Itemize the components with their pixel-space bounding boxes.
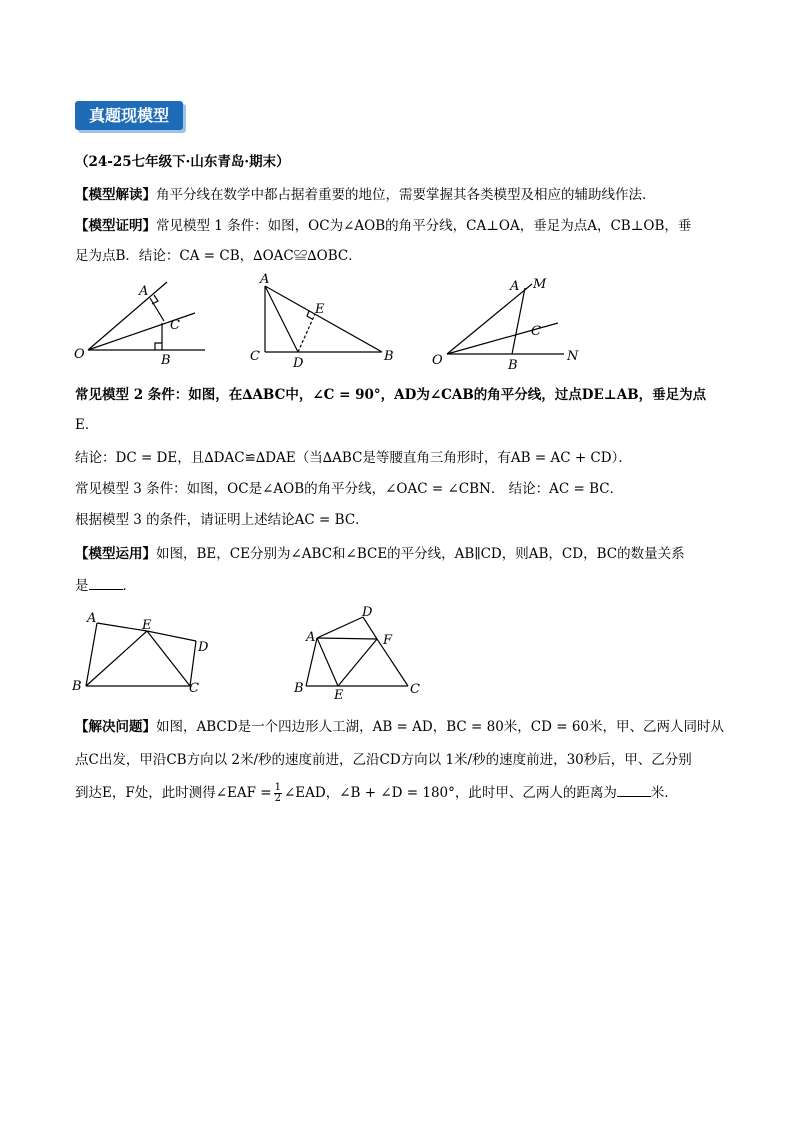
label-m: M [533, 277, 547, 292]
model1-line1 [75, 216, 691, 236]
figure-solve [290, 603, 430, 703]
label-d: D [293, 356, 304, 371]
side-dc [190, 641, 196, 686]
side-ad [317, 617, 363, 638]
model2-line1 [75, 385, 706, 405]
model1-tag: 【模型证明】 [75, 218, 156, 234]
label-a: A [306, 630, 316, 645]
perpendicular-de [298, 314, 315, 352]
solve-line1 [75, 717, 724, 737]
solve-line2: 点C出发，甲沿CB方向以 2米/秒的速度前进，乙沿CD方向以 1米/秒的速度前进，30秒后，甲、乙分别 [75, 752, 692, 768]
ray-oc [447, 323, 558, 354]
segment-abc [512, 288, 525, 354]
solve-text1: 如图，ABCD是一个四边形人工湖，AB = AD，BC = 80米，CD = 60米，甲、乙两人同时从 [156, 719, 725, 735]
intro-tag: 【模型解读】 [75, 187, 156, 203]
side-ab [86, 623, 97, 686]
segment-ae [97, 623, 147, 631]
label-o: O [74, 347, 85, 362]
segment-ef [338, 639, 377, 686]
label-c: C [170, 318, 180, 333]
label-a: A [510, 279, 520, 294]
bisector-be [86, 631, 147, 686]
apply-line1 [75, 544, 685, 564]
solve-tag: 【解决问题】 [75, 719, 156, 735]
label-o: O [432, 353, 443, 368]
apply-text2: 是 [75, 578, 89, 594]
apply-text2-end: ． [122, 578, 136, 594]
figure-model1 [70, 276, 220, 371]
segment-cf [377, 639, 408, 686]
model2-text1: 常见模型 2 条件：如图，在∆ABC中，∠C = 90°，AD为∠CAB的角平分线，过点DE⊥AB，垂足为点 [75, 387, 707, 403]
figure-model3 [428, 276, 588, 371]
model2-line2: E． [75, 417, 99, 433]
label-c: C [410, 682, 420, 697]
label-d: D [362, 605, 373, 620]
model2-line3: 结论：DC = DE，且∆DAC≌∆DAE（当∆ABC是等腰直角三角形时，有AB = AC + CD）． [75, 450, 632, 466]
label-a: A [260, 272, 270, 287]
intro-line [75, 185, 656, 205]
label-f: F [383, 633, 393, 648]
model3-line2: 根据模型 3 的条件，请证明上述结论AC = BC． [75, 512, 369, 528]
figure-model2 [246, 272, 406, 371]
label-b: B [508, 358, 518, 373]
side-ab [306, 638, 317, 686]
figure-apply [70, 606, 220, 696]
label-d: D [198, 640, 209, 655]
fraction-numerator: 1 [274, 782, 281, 793]
ray-oa [88, 282, 167, 350]
segment-fd [363, 617, 377, 639]
label-b: B [72, 679, 82, 694]
apply-text1: 如图，BE，CE分别为∠ABC和∠BCE的平分线，AB∥CD，则AB，CD，BC的数量关系 [156, 546, 685, 562]
solve-text3c: 米． [650, 785, 678, 801]
label-e: E [142, 618, 152, 633]
answer-blank-2[interactable] [617, 784, 651, 797]
section-banner: 真题现模型 [75, 101, 183, 130]
label-c: C [531, 324, 541, 339]
solve-text3a: 到达E，F处，此时测得∠EAF = [75, 785, 272, 801]
model3-line1: 常见模型 3 条件：如图，OC是∠AOB的角平分线，∠OAC = ∠CBN． 结论：AC = BC． [75, 481, 624, 497]
label-b: B [161, 353, 171, 368]
label-e: E [334, 688, 344, 703]
bisector-ce [147, 631, 190, 686]
label-c: C [189, 681, 199, 696]
label-a: A [87, 611, 97, 626]
apply-tag: 【模型运用】 [75, 546, 156, 562]
label-n: N [567, 349, 579, 364]
apply-line2 [75, 576, 136, 596]
fraction-one-half [274, 783, 282, 804]
label-c: C [250, 349, 260, 364]
answer-blank-1[interactable] [89, 577, 123, 590]
right-angle-mark-b [155, 343, 162, 350]
label-a: A [139, 284, 149, 299]
side-ab [265, 286, 382, 352]
label-e: E [315, 302, 325, 317]
segment-ae [317, 638, 338, 686]
fraction-denominator: 2 [274, 793, 281, 804]
source-line: （24-25七年级下·山东青岛·期末） [75, 154, 290, 170]
model1-text1: 常见模型 1 条件：如图，OC为∠AOB的角平分线，CA⊥OA，垂足为点A，CB⊥OB，垂 [156, 218, 692, 234]
solve-line3 [75, 783, 678, 804]
solve-text3b: ∠EAD，∠B + ∠D = 180°，此时甲、乙两人的距离为 [283, 785, 617, 801]
segment-af [317, 638, 377, 639]
label-b: B [384, 349, 394, 364]
model1-line2: 足为点B．结论：CA = CB，∆OAC≌∆OBC． [75, 248, 362, 264]
intro-text: 角平分线在数学中都占据着重要的地位，需要掌握其各类模型及相应的辅助线作法． [156, 187, 656, 203]
label-b: B [294, 681, 304, 696]
